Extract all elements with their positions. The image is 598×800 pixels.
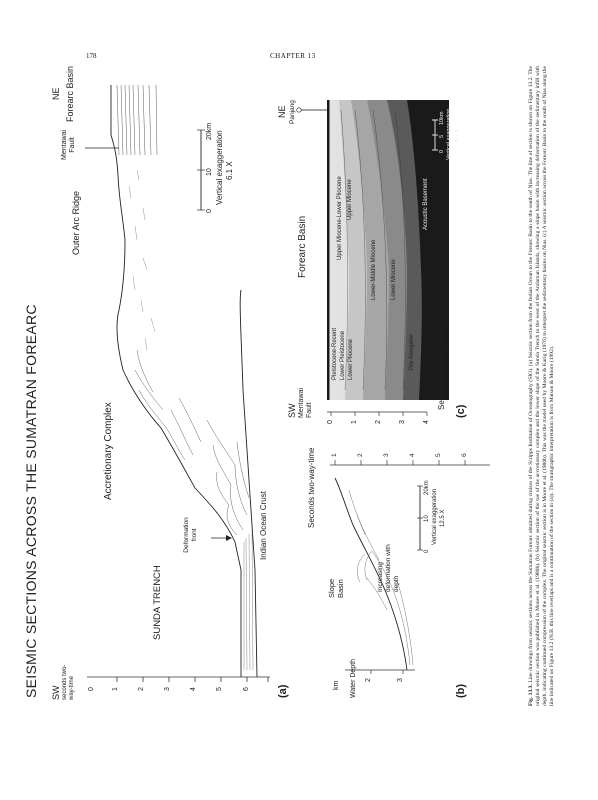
- forearc-basin-label-a: Forearc Basin: [65, 65, 75, 122]
- scale-tick: 10: [424, 515, 430, 522]
- scale-value: 12.5 X: [440, 509, 446, 527]
- sunda-trench-label: SUNDA TRENCH: [152, 565, 163, 640]
- panel-b-right-tick: 2: [357, 453, 364, 457]
- scale-value: 6.1 X: [225, 161, 234, 180]
- indian-ocean-crust-label: Indian Ocean Crust: [259, 491, 268, 560]
- page-number: 178: [86, 52, 97, 60]
- figure-drawing: [15, 55, 495, 710]
- panel-b-right-axis-title: Seconds two-way-time: [307, 447, 316, 528]
- accretionary-complex-label: Accretionary Complex: [103, 402, 114, 500]
- unit-label: Pleistocene-Recent: [332, 327, 338, 380]
- figure-title: SEISMIC SECTIONS ACROSS THE SUMATRAN FOREARC: [23, 304, 39, 698]
- panel-a-tick: 6: [243, 687, 250, 691]
- deformation-front-label: Deformation front: [183, 517, 198, 553]
- scale-exaggeration: Vertical exaggeration: [215, 130, 224, 205]
- panel-c-tick: 2: [375, 420, 382, 424]
- unit-label: Upper Miocene: [347, 179, 353, 220]
- caption-label: Fig. 13.3.: [528, 684, 534, 706]
- unit-label: Lower Pleistocene: [340, 330, 346, 380]
- panel-c-tick: 1: [351, 420, 358, 424]
- scale-exaggeration: Vertical exaggeration: [446, 108, 452, 160]
- panel-a-tick: 4: [190, 687, 197, 691]
- panel-c-tick: 3: [399, 420, 406, 424]
- panel-b-right-tick: 3: [383, 453, 390, 457]
- scale-tick: 0: [206, 209, 213, 213]
- panel-a-ne-label: NE: [51, 87, 61, 100]
- panel-b-right-tick: 1: [331, 453, 338, 457]
- panel-a-tick: 2: [138, 687, 145, 691]
- figure-caption: [528, 66, 576, 706]
- unit-label: Lower Miocene: [391, 259, 397, 300]
- unit-label: Lower Pliocene: [348, 338, 354, 380]
- increasing-deformation-label: Increasing deformation with depth: [377, 544, 400, 592]
- panel-b-unit: km: [333, 680, 340, 690]
- panel-c-tick: 0: [327, 420, 334, 424]
- unit-label: Acoustic Basement: [423, 178, 429, 230]
- panel-b-right-tick: 6: [461, 453, 468, 457]
- panel-a-tick: 3: [164, 687, 171, 691]
- panel-b-tag: (b): [455, 683, 467, 698]
- panel-c-ne-label: NE: [277, 105, 287, 118]
- slope-basin-label: Slope Basin: [327, 578, 345, 598]
- unit-label: Upper Miocene-Lower Pliocene: [337, 176, 343, 260]
- panjang-label: Panjang: [289, 100, 296, 124]
- panel-b-right-tick: 4: [409, 453, 416, 457]
- panel-b-right-tick: 5: [435, 453, 442, 457]
- scale-tick: 20km: [424, 480, 430, 495]
- panel-b-ylabel: Water Depth: [350, 658, 357, 698]
- panel-a-tag: (a): [277, 684, 289, 698]
- unit-label: Lower-Middle Miocene: [371, 239, 377, 300]
- outer-arc-ridge-label: Outer Arc Ridge: [71, 190, 81, 255]
- panel-c-mentawai-fault: Mentawai Fault: [298, 388, 313, 418]
- panel-b-depth-tick: 2: [365, 678, 372, 682]
- scale-exaggeration: Vertical exaggeration: [432, 488, 438, 545]
- panel-c-forearc-basin: Forearc Basin: [297, 215, 308, 278]
- scale-tick: 0: [439, 149, 445, 153]
- chapter-heading: CHAPTER 13: [270, 52, 316, 60]
- panel-c-axis-title: Seconds two-way-time: [437, 329, 446, 410]
- panel-c-sw-label: SW: [287, 403, 297, 418]
- scale-tick: 5: [439, 134, 445, 138]
- panel-a-axis-title: seconds two-way-time: [62, 664, 75, 700]
- panel-a-tick: 0: [88, 687, 95, 691]
- scale-value: 6.1 X: [454, 129, 460, 142]
- caption-text: Line drawings from seismic sections across the Sumatran Forearc obtained during cruises of the Scripps Institution of Oceanography (SIO). (a) Seismic section from the Indian Ocean to the Forearc Basin to the south of Nias. The line of section is shown on Figure 13.2. The original seismic section was published in Moore et al. (1980b). (b) Seismic section of the toe of the accretionary complex and the lower slope of the Sunda Trench to the west of the Andaman Islands, showing a slope basin with increasing deformation of the sedimentary infill with depth, indicating continued compression of the complex. The original seismic section is in Moore et al. (1980b). This was the model used by Moore & Karig (1976) to interpret the sedimentary basins on Nias. (c) A seismic section across the Forearc Basin to the south of Nias along the line indicated on Figure 13.2 (N.B. this line overlaps and is a continuation of the section in (a)). The stratigraphic interpretation is from Matson & Moore (1992).: [528, 65, 555, 706]
- seismic-figure: [15, 55, 495, 710]
- scale-tick: 10km: [439, 111, 445, 125]
- mentawai-fault-label: Mentawai Fault: [61, 130, 76, 160]
- panel-a-tick: 1: [112, 687, 119, 691]
- panel-a-sw-label: SW: [51, 685, 61, 700]
- unit-label: Pre-Neogene: [409, 334, 415, 370]
- panel-c-tick: 4: [423, 420, 430, 424]
- panel-a-tick: 5: [216, 687, 223, 691]
- panel-b-depth-tick: 3: [397, 678, 404, 682]
- scale-tick: 20km: [206, 122, 213, 140]
- panel-c-tag: (c): [455, 404, 467, 418]
- scale-tick: 0: [424, 549, 430, 553]
- scale-tick: 10: [206, 168, 213, 176]
